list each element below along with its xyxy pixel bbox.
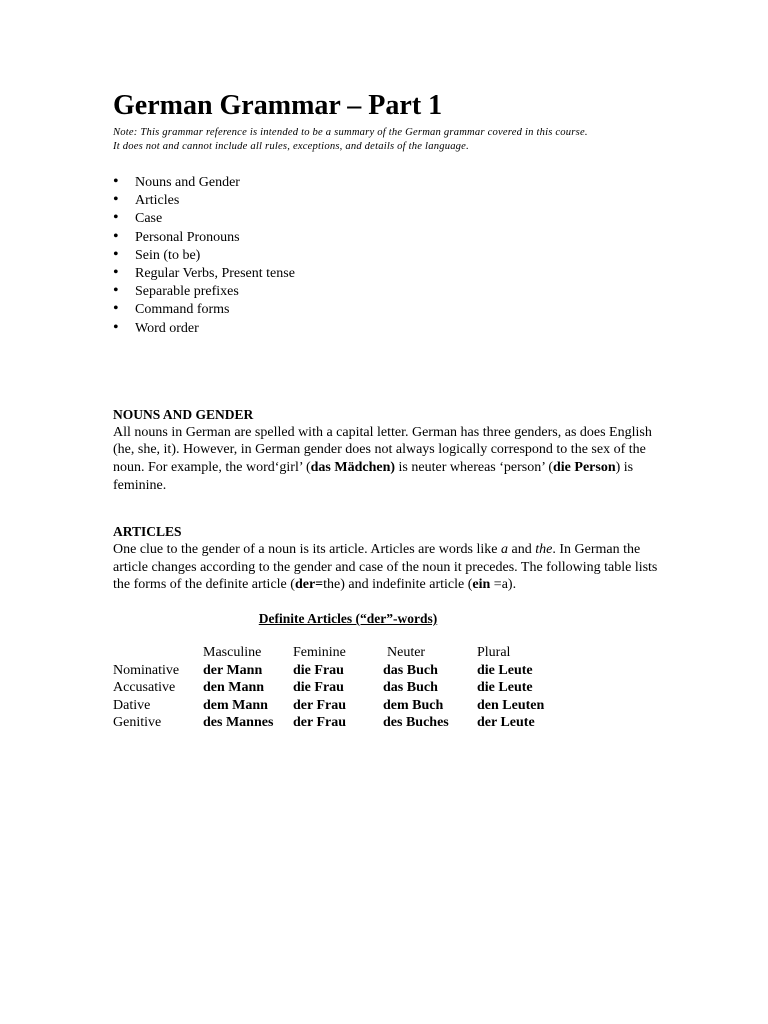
table-cell: den Mann	[203, 680, 265, 696]
table-cell: die Frau	[293, 662, 344, 678]
table-cell: der Mann	[203, 662, 263, 678]
topic-item: • Nouns and Gender	[113, 174, 673, 192]
table-row	[113, 662, 567, 680]
articles-paragraph	[113, 541, 673, 594]
topic-list	[113, 174, 673, 338]
table-cell: dem Buch	[383, 697, 444, 713]
text-run: the) and indefinite article (	[323, 577, 473, 593]
row-header: Genitive	[113, 715, 162, 731]
table-cell: der Frau	[293, 715, 347, 731]
page-title: German Grammar – Part 1	[113, 90, 443, 121]
topic-item: • Personal Pronouns	[113, 229, 673, 247]
table-cell: das Buch	[383, 662, 438, 678]
table-cell: der Leute	[477, 715, 535, 731]
topic-item: • Sein (to be)	[113, 247, 673, 265]
text-run: =a).	[490, 577, 517, 593]
term-der: der=	[294, 577, 324, 593]
table-cell: des Mannes	[203, 715, 274, 731]
term-the: the	[535, 542, 553, 558]
corner-cell	[113, 644, 203, 662]
definite-articles-table	[113, 644, 567, 732]
topic-item: • Articles	[113, 192, 673, 210]
topic-item: • Case	[113, 210, 673, 228]
table-cell: die Leute	[477, 680, 533, 696]
row-header: Dative	[113, 697, 151, 713]
text-run: . In German the article changes according to the gender and case of the noun it precedes. The following table lists the forms of the definite article (	[113, 542, 658, 593]
topic-item: • Separable prefixes	[113, 283, 673, 301]
table-cell: das Buch	[383, 680, 438, 696]
row-header: Nominative	[113, 662, 180, 678]
column-header: Plural	[477, 644, 511, 660]
term-a: a	[501, 542, 508, 558]
table-row	[113, 714, 567, 732]
note-line-1: Note: This grammar reference is intended to be a summary of the German grammar covered in this course.	[113, 127, 588, 138]
text-run: All nouns in German are spelled with a capital letter. German has three genders, as does English (he, she, it). However, in German gender does not always logically correspond to the sex of the noun. For example, the word‘girl’ (	[113, 424, 652, 476]
table-cell: der Frau	[293, 697, 347, 713]
term-ein: ein	[472, 577, 491, 593]
table-header-row	[113, 644, 567, 662]
nouns-heading: NOUNS AND GENDER	[113, 406, 254, 422]
term-das-maedchen: das Mädchen)	[310, 460, 396, 476]
articles-heading: ARTICLES	[113, 524, 182, 540]
table-cell: dem Mann	[203, 697, 268, 713]
column-header: Feminine	[293, 644, 346, 660]
topic-item: • Regular Verbs, Present tense	[113, 265, 673, 283]
table-cell: des Buches	[383, 715, 449, 731]
table-cell: die Leute	[477, 662, 533, 678]
text-run: and	[508, 542, 536, 558]
table-title: Definite Articles (“der”-words)	[258, 610, 438, 626]
column-header: Masculine	[203, 644, 262, 660]
text-run: ) is feminine.	[113, 460, 634, 493]
text-run: One clue to the gender of a noun is its article. Articles are words like	[113, 542, 501, 558]
table-cell: die Frau	[293, 680, 344, 696]
topic-item: • Word order	[113, 320, 673, 338]
table-row	[113, 679, 567, 697]
document-page	[113, 86, 673, 732]
table-cell: den Leuten	[477, 697, 545, 713]
topic-item: • Command forms	[113, 301, 673, 319]
table-row	[113, 697, 567, 715]
nouns-paragraph	[113, 424, 673, 494]
note-line-2: It does not and cannot include all rules, exceptions, and details of the language.	[113, 141, 469, 152]
column-header: Neuter	[387, 644, 426, 660]
term-die-person: die Person	[553, 460, 616, 476]
row-header: Accusative	[113, 680, 176, 696]
text-run: is neuter whereas ‘person’ (	[395, 460, 553, 476]
disclaimer-note	[113, 126, 673, 154]
